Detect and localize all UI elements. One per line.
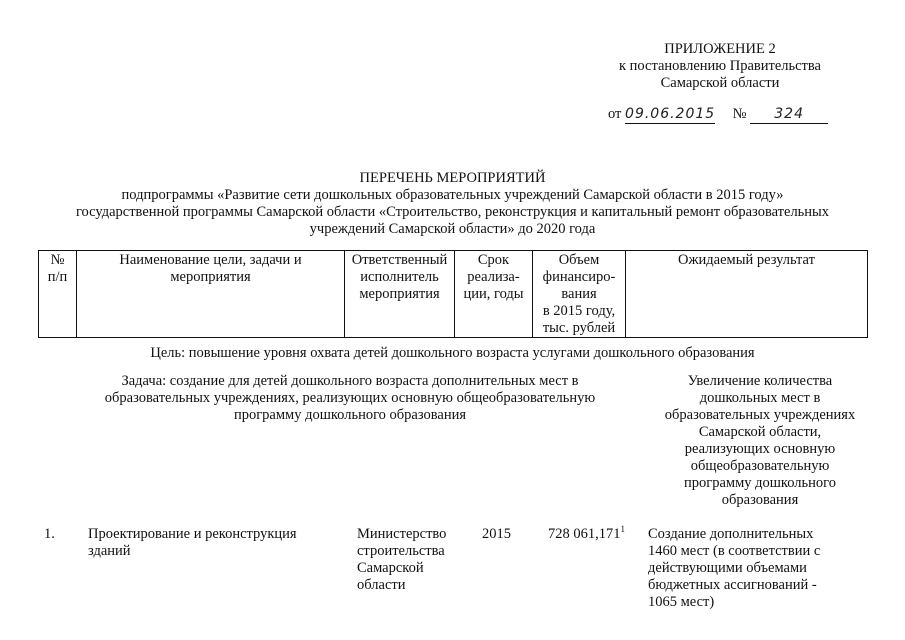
appendix-block bbox=[600, 41, 840, 92]
decree-number: 324 bbox=[750, 106, 828, 124]
decree-date: 09.06.2015 bbox=[625, 106, 716, 122]
header-number: № п/п bbox=[39, 251, 77, 338]
appendix-line-1: к постановлению Правительства bbox=[619, 58, 821, 74]
number-prefix: № bbox=[732, 106, 747, 122]
date-prefix: от bbox=[608, 106, 622, 122]
row1-footnote-mark: 1 bbox=[620, 524, 625, 535]
task-text: Задача: создание для детей дошкольного возраста дополнительных мест в образовательных учреждениях, реализующих основную общеобразовательную программу дошкольного образования bbox=[104, 373, 596, 423]
heading-line-1: подпрограммы «Развитие сети дошкольных образовательных учреждений Самарской области в 2015 году» bbox=[121, 187, 784, 203]
decree-date-line bbox=[608, 106, 828, 124]
header-volume: Объем финансиро- вания в 2015 году, тыс. рублей bbox=[533, 251, 626, 338]
heading-line-2: государственной программы Самарской области «Строительство, реконструкция и капитальный ремонт образовательных bbox=[75, 204, 830, 220]
heading-title: ПЕРЕЧЕНЬ МЕРОПРИЯТИЙ bbox=[359, 170, 546, 186]
goal-line: Цель: повышение уровня охвата детей дошкольного возраста услугами дошкольного образования bbox=[150, 345, 755, 361]
row1-volume bbox=[548, 526, 625, 543]
header-term: Срок реализа- ции, годы bbox=[455, 251, 533, 338]
header-name: Наименование цели, задачи и мероприятия bbox=[77, 251, 345, 338]
heading-line-3: учреждений Самарской области» до 2020 года bbox=[309, 221, 596, 237]
row1-term: 2015 bbox=[482, 526, 511, 542]
document-heading bbox=[0, 170, 905, 238]
task-result: Увеличение количества дошкольных мест в образовательных учреждениях Самарской области, реализующих основную общеобразовательную программу дошкольного образования bbox=[664, 373, 856, 508]
appendix-title: ПРИЛОЖЕНИЕ 2 bbox=[664, 41, 776, 57]
row1-result: Создание дополнительных 1460 мест (в соответствии с действующими объемами бюджетных ассигнований - 1065 мест) bbox=[648, 526, 821, 610]
measures-table-header bbox=[38, 250, 868, 338]
appendix-line-2: Самарской области bbox=[660, 75, 780, 91]
header-executor: Ответственный исполнитель мероприятия bbox=[345, 251, 455, 338]
row1-number: 1. bbox=[44, 526, 55, 542]
header-result: Ожидаемый результат bbox=[626, 251, 868, 338]
row1-volume-value: 728 061,171 bbox=[548, 526, 621, 542]
row1-executor: Министерство строительства Самарской области bbox=[357, 526, 447, 593]
row1-name: Проектирование и реконструкция зданий bbox=[88, 526, 297, 559]
